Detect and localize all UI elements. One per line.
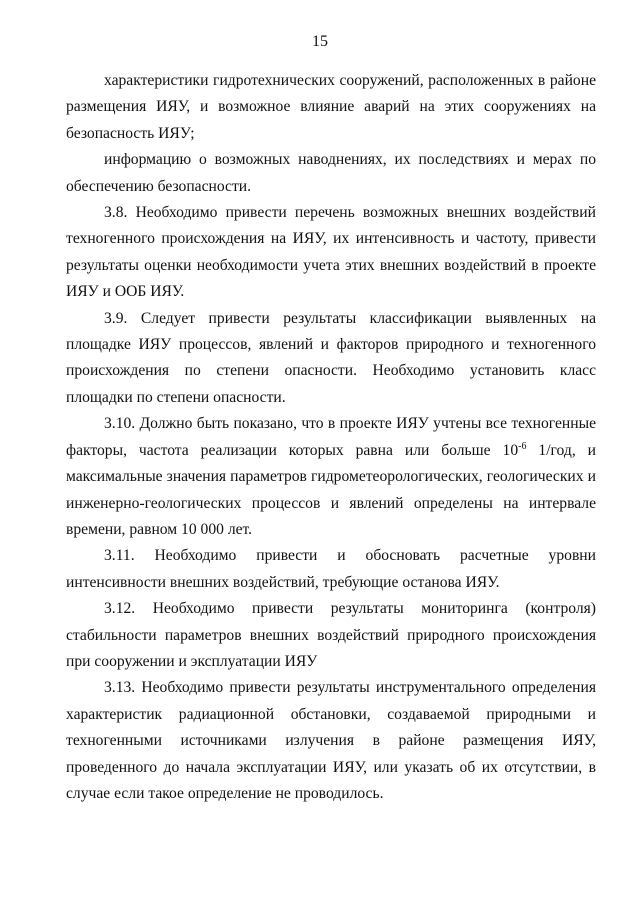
frequency-exponent: -6 <box>518 440 527 452</box>
paragraph-3-10-text-start: 3.10. Должно быть показано, что в проекте ИЯУ учтены все техногенные факторы, частота реализации которых равна или больше 10 <box>66 415 596 459</box>
paragraph-3-12: 3.12. Необходимо привести результаты мониторинга (контроля) стабильности параметров внешних воздействий природного происхождения при сооружении и эксплуатации ИЯУ <box>66 600 596 670</box>
paragraph-hydraulic-structures: характеристики гидротехнических сооружений, расположенных в районе размещения ИЯУ, и возможное влияние аварий на этих сооружениях на безопасность ИЯУ; <box>66 72 596 142</box>
paragraph-3-8: 3.8. Необходимо привести перечень возможных внешних воздействий техногенного происхождения на ИЯУ, их интенсивность и частоту, привести результаты оценки необходимости учета этих внешних воздействий в проекте ИЯУ и ООБ ИЯУ. <box>66 204 596 301</box>
paragraph-3-13: 3.13. Необходимо привести результаты инструментального определения характеристик радиационной обстановки, создаваемой природными и техногенными источниками излучения в районе размещения ИЯУ, проведенного до начала эксплуатации ИЯУ, или указать об их отсутствии, в случае если такое определение не проводилось. <box>66 679 596 802</box>
page-number: 15 <box>312 33 328 50</box>
paragraph-flood-information: информацию о возможных наводнениях, их последствиях и мерах по обеспечению безопасности. <box>66 151 596 195</box>
paragraph-3-10 <box>66 411 596 543</box>
paragraph-3-11: 3.11. Необходимо привести и обосновать расчетные уровни интенсивности внешних воздействий, требующие останова ИЯУ. <box>66 547 596 591</box>
document-body <box>66 68 596 807</box>
paragraph-3-9: 3.9. Следует привести результаты классификации выявленных на площадке ИЯУ процессов, явлений и факторов природного и техногенного происхождения по степени опасности. Необходимо установить класс площадки по степени опасности. <box>66 309 596 406</box>
paragraph-3-10-text-end: 1/год, и максимальные значения параметров гидрометеорологических, геологических и инженерно-геологических процессов и явлений определены на интервале времени, равном 10 000 лет. <box>66 441 596 538</box>
